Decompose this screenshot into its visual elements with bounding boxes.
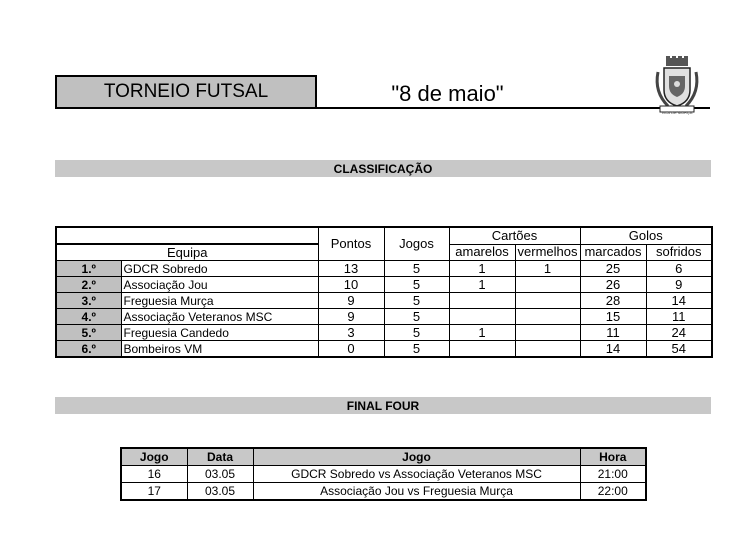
position-cell: 3.º xyxy=(56,293,121,309)
vermelhos-cell xyxy=(515,325,580,341)
header-equipa: Equipa xyxy=(56,244,318,261)
marcados-cell: 25 xyxy=(580,261,646,277)
game-time-cell: 22:00 xyxy=(580,483,646,501)
table-row xyxy=(56,341,712,358)
position-cell: 5.º xyxy=(56,325,121,341)
table-row xyxy=(56,261,712,277)
position-cell: 1.º xyxy=(56,261,121,277)
position-cell: 4.º xyxy=(56,309,121,325)
header-jogo: Jogo xyxy=(253,448,580,466)
blank-header-cell xyxy=(56,227,318,244)
jogos-cell: 5 xyxy=(384,309,449,325)
team-cell: Bombeiros VM xyxy=(121,341,318,358)
header-hora: Hora xyxy=(580,448,646,466)
header-jogos: Jogos xyxy=(384,227,449,261)
jogos-cell: 5 xyxy=(384,341,449,358)
tournament-title: TORNEIO FUTSAL xyxy=(55,75,317,109)
sofridos-cell: 14 xyxy=(646,293,712,309)
sofridos-cell: 9 xyxy=(646,277,712,293)
team-cell: Associação Veteranos MSC xyxy=(121,309,318,325)
position-cell: 2.º xyxy=(56,277,121,293)
header-golos: Golos xyxy=(580,227,712,244)
game-time-cell: 21:00 xyxy=(580,466,646,483)
header-pontos: Pontos xyxy=(318,227,384,261)
pontos-cell: 9 xyxy=(318,293,384,309)
table-row xyxy=(56,309,712,325)
game-match-cell: Associação Jou vs Freguesia Murça xyxy=(253,483,580,501)
header-data: Data xyxy=(187,448,253,466)
game-date-cell: 03.05 xyxy=(187,483,253,501)
pontos-cell: 0 xyxy=(318,341,384,358)
jogos-cell: 5 xyxy=(384,325,449,341)
pontos-cell: 9 xyxy=(318,309,384,325)
amarelos-cell xyxy=(449,309,515,325)
games-header-row xyxy=(121,448,646,466)
table-row xyxy=(56,325,712,341)
position-cell: 6.º xyxy=(56,341,121,358)
table-row xyxy=(56,277,712,293)
header-vermelhos: vermelhos xyxy=(515,244,580,261)
header-sofridos: sofridos xyxy=(646,244,712,261)
sofridos-cell: 24 xyxy=(646,325,712,341)
sofridos-cell: 11 xyxy=(646,309,712,325)
murca-coat-of-arms-icon xyxy=(652,56,702,114)
section-classificacao: CLASSIFICAÇÃO xyxy=(55,160,711,177)
header-marcados: marcados xyxy=(580,244,646,261)
amarelos-cell: 1 xyxy=(449,277,515,293)
table-row xyxy=(56,293,712,309)
pontos-cell: 13 xyxy=(318,261,384,277)
vermelhos-cell: 1 xyxy=(515,261,580,277)
game-date-cell: 03.05 xyxy=(187,466,253,483)
sofridos-cell: 6 xyxy=(646,261,712,277)
final-four-games-table xyxy=(120,447,647,501)
header-jogo-number: Jogo xyxy=(121,448,187,466)
header-cartoes: Cartões xyxy=(449,227,580,244)
jogos-cell: 5 xyxy=(384,293,449,309)
table-row xyxy=(121,466,646,483)
vermelhos-cell xyxy=(515,277,580,293)
header-amarelos: amarelos xyxy=(449,244,515,261)
amarelos-cell: 1 xyxy=(449,261,515,277)
vermelhos-cell xyxy=(515,293,580,309)
marcados-cell: 11 xyxy=(580,325,646,341)
table-row xyxy=(121,483,646,501)
marcados-cell: 28 xyxy=(580,293,646,309)
game-number-cell: 17 xyxy=(121,483,187,501)
vermelhos-cell xyxy=(515,341,580,358)
amarelos-cell xyxy=(449,341,515,358)
team-cell: Freguesia Murça xyxy=(121,293,318,309)
pontos-cell: 3 xyxy=(318,325,384,341)
tournament-subtitle: "8 de maio" xyxy=(391,81,504,106)
marcados-cell: 15 xyxy=(580,309,646,325)
marcados-cell: 26 xyxy=(580,277,646,293)
pontos-cell: 10 xyxy=(318,277,384,293)
team-cell: Freguesia Candedo xyxy=(121,325,318,341)
standings-table xyxy=(55,226,713,358)
marcados-cell: 14 xyxy=(580,341,646,358)
crest-caption: VILA DE MURÇA xyxy=(661,110,693,115)
team-cell: GDCR Sobredo xyxy=(121,261,318,277)
amarelos-cell: 1 xyxy=(449,325,515,341)
jogos-cell: 5 xyxy=(384,277,449,293)
jogos-cell: 5 xyxy=(384,261,449,277)
section-final-four: FINAL FOUR xyxy=(55,397,711,414)
sofridos-cell: 54 xyxy=(646,341,712,358)
game-number-cell: 16 xyxy=(121,466,187,483)
team-cell: Associação Jou xyxy=(121,277,318,293)
amarelos-cell xyxy=(449,293,515,309)
vermelhos-cell xyxy=(515,309,580,325)
game-match-cell: GDCR Sobredo vs Associação Veteranos MSC xyxy=(253,466,580,483)
